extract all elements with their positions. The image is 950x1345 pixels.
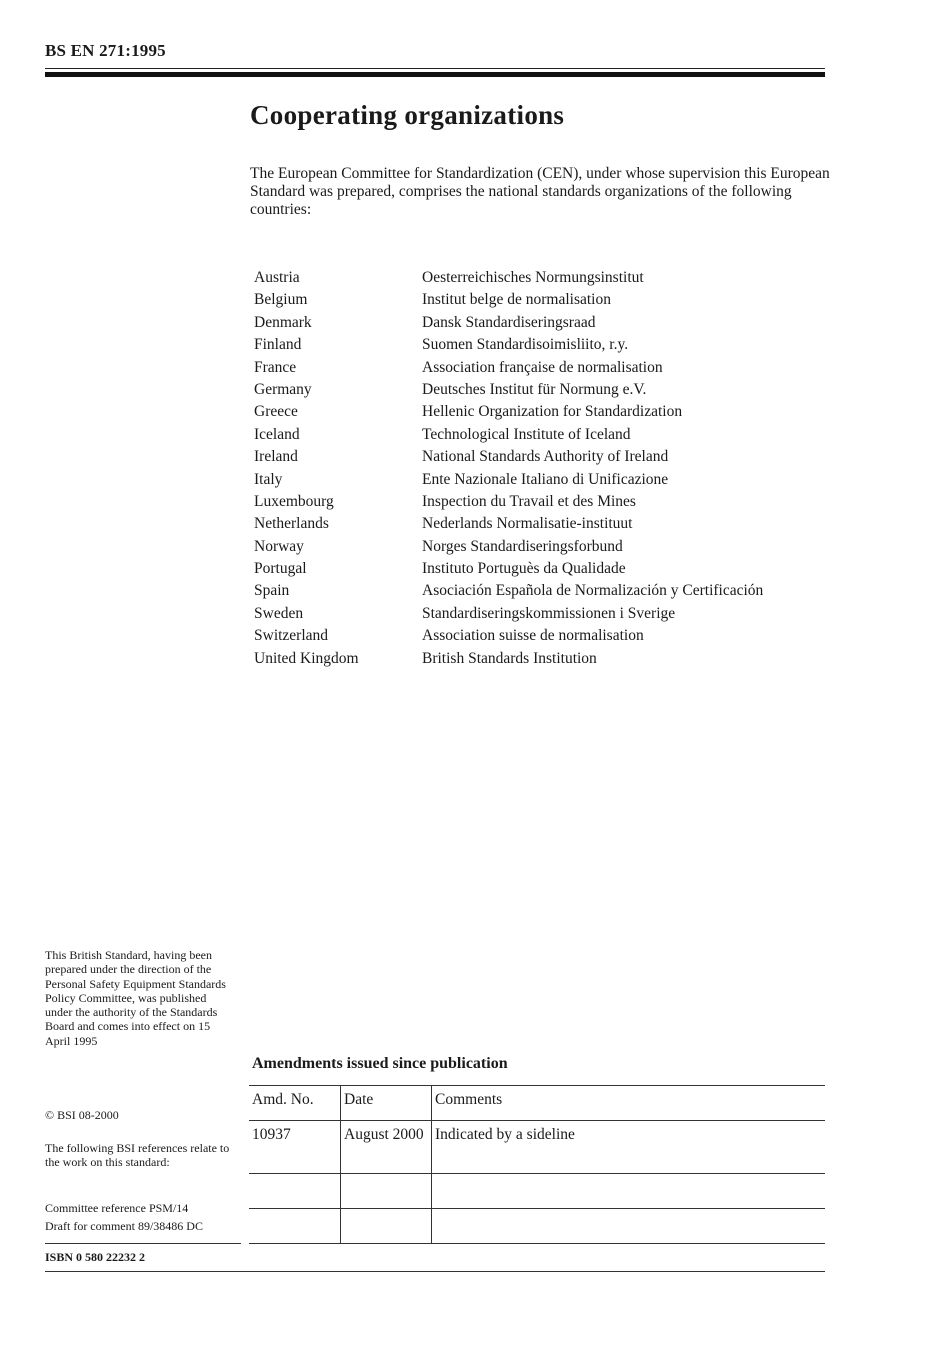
org-name: Norges Standardiseringsforbund xyxy=(422,537,623,555)
org-name: Technological Institute of Iceland xyxy=(422,425,631,443)
standard-id: BS EN 271:1995 xyxy=(45,41,166,60)
list-item xyxy=(254,401,834,423)
org-country: France xyxy=(254,358,297,376)
org-country: Iceland xyxy=(254,425,300,443)
org-name: Suomen Standardisoimisliito, r.y. xyxy=(422,336,629,354)
org-country: Sweden xyxy=(254,604,304,622)
list-item xyxy=(254,648,834,670)
header-rule-thick xyxy=(45,72,825,77)
org-country: Italy xyxy=(254,470,283,488)
empty-cell xyxy=(249,1174,341,1209)
list-item xyxy=(254,491,834,513)
org-country: Luxembourg xyxy=(254,492,334,510)
list-item xyxy=(254,469,834,491)
org-name: Association suisse de normalisation xyxy=(422,627,644,645)
org-name: Asociación Española de Normalización y Certificación xyxy=(422,582,764,600)
org-name: Institut belge de normalisation xyxy=(422,291,611,309)
column-header-amd-no: Amd. No. xyxy=(249,1086,341,1121)
list-item xyxy=(254,603,834,625)
empty-cell xyxy=(249,1209,341,1244)
org-country: Spain xyxy=(254,582,290,600)
list-item xyxy=(254,558,834,580)
references-intro: The following BSI references relate to the work on this standard: xyxy=(45,1141,230,1170)
org-country: Finland xyxy=(254,336,302,354)
org-country: Greece xyxy=(254,403,298,421)
list-item xyxy=(254,334,834,356)
amendments-table xyxy=(249,1085,825,1244)
org-country: Switzerland xyxy=(254,627,329,645)
empty-cell xyxy=(341,1174,432,1209)
org-name: National Standards Authority of Ireland xyxy=(422,448,669,466)
org-country: Netherlands xyxy=(254,515,329,533)
org-name: Association française de normalisation xyxy=(422,358,663,376)
intro-paragraph: The European Committee for Standardization (CEN), under whose supervision this European Standard was prepared, comprises the national standards organizations of the following countries: xyxy=(250,165,830,218)
list-item xyxy=(254,513,834,535)
organization-list xyxy=(254,267,834,670)
org-country: Ireland xyxy=(254,448,298,466)
amendment-date: August 2000 xyxy=(341,1121,432,1174)
empty-cell xyxy=(432,1174,826,1209)
amendment-number: 10937 xyxy=(249,1121,341,1174)
draft-reference: Draft for comment 89/38486 DC xyxy=(45,1219,203,1233)
org-name: Instituto Portuguès da Qualidade xyxy=(422,560,626,578)
isbn: ISBN 0 580 22232 2 xyxy=(45,1250,146,1264)
empty-cell xyxy=(341,1209,432,1244)
header-rule-thin xyxy=(45,68,825,69)
org-name: Deutsches Institut für Normung e.V. xyxy=(422,380,647,398)
footer-rule xyxy=(45,1271,825,1272)
amendment-comments: Indicated by a sideline xyxy=(435,1126,575,1143)
list-item xyxy=(254,267,834,289)
list-item xyxy=(254,446,834,468)
org-name: Dansk Standardiseringsraad xyxy=(422,313,596,331)
column-header-comments: Comments xyxy=(435,1091,503,1108)
list-item xyxy=(254,625,834,647)
org-name: Nederlands Normalisatie-instituut xyxy=(422,515,633,533)
list-item xyxy=(254,580,834,602)
org-country: Germany xyxy=(254,380,312,398)
isbn-rule xyxy=(45,1243,241,1244)
copyright-notice: © BSI 08-2000 xyxy=(45,1108,119,1122)
list-item xyxy=(254,312,834,334)
org-country: Austria xyxy=(254,269,300,286)
org-name: British Standards Institution xyxy=(422,649,597,667)
amendments-header-row xyxy=(249,1086,825,1121)
org-country: Norway xyxy=(254,537,304,555)
org-country: United Kingdom xyxy=(254,649,359,667)
list-item xyxy=(254,536,834,558)
table-row-empty xyxy=(249,1209,825,1244)
table-row xyxy=(249,1121,825,1174)
org-country: Portugal xyxy=(254,560,307,578)
list-item xyxy=(254,357,834,379)
column-header-date: Date xyxy=(341,1086,432,1121)
org-name: Standardiseringskommissionen i Sverige xyxy=(422,604,676,622)
list-item xyxy=(254,379,834,401)
org-country: Denmark xyxy=(254,313,312,331)
committee-reference: Committee reference PSM/14 xyxy=(45,1201,189,1215)
org-name: Oesterreichisches Normungsinstitut xyxy=(422,269,644,286)
org-name: Hellenic Organization for Standardization xyxy=(422,403,683,421)
list-item xyxy=(254,424,834,446)
page-title: Cooperating organizations xyxy=(250,100,565,130)
publication-note: This British Standard, having been prepared under the direction of the Personal Safety Equipment Standards Policy Committee, was published under the authority of the Standards Board and comes into effect on 15 April 1995 xyxy=(45,948,226,1048)
table-row-empty xyxy=(249,1174,825,1209)
org-name: Inspection du Travail et des Mines xyxy=(422,492,636,510)
org-country: Belgium xyxy=(254,291,308,309)
amendments-title: Amendments issued since publication xyxy=(252,1055,508,1072)
org-name: Ente Nazionale Italiano di Unificazione xyxy=(422,470,669,488)
empty-cell xyxy=(432,1209,826,1244)
list-item xyxy=(254,289,834,311)
